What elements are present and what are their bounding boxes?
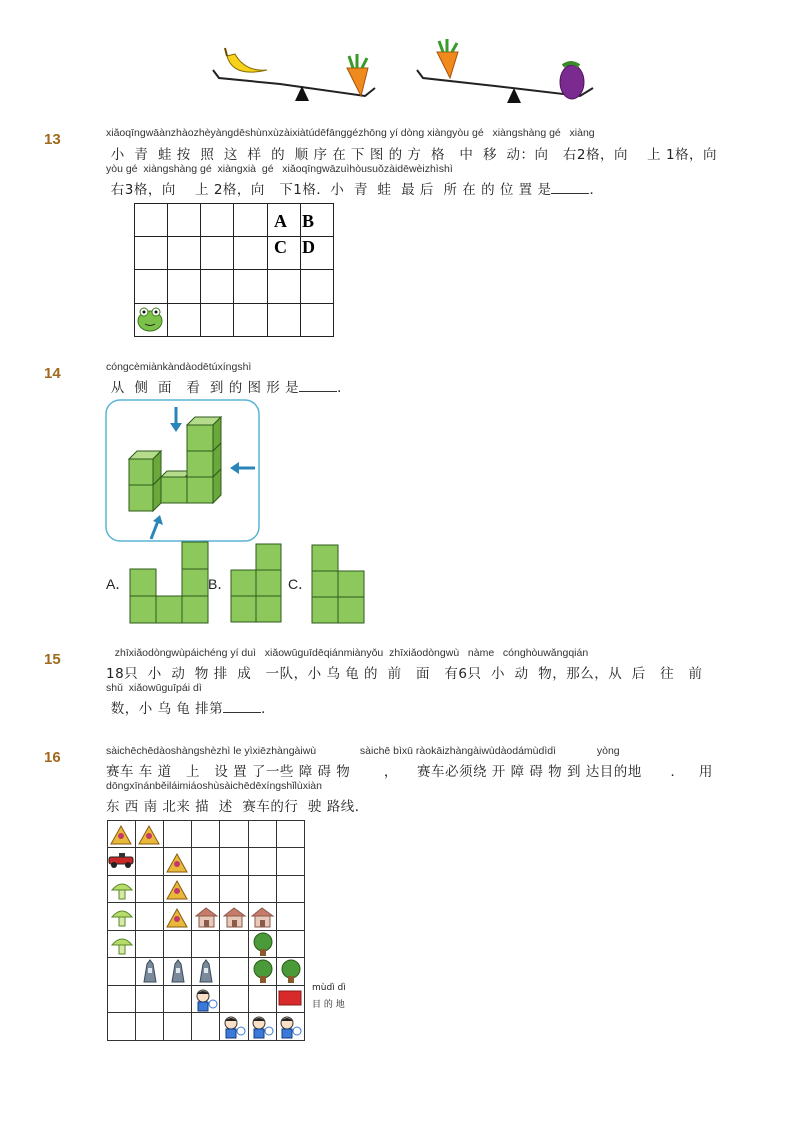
mushroom-icon [112,911,132,926]
house-icon [252,908,273,927]
pinyin-line: shǔ xiǎowūguīpái dì [106,682,202,694]
child-icon [197,990,217,1011]
child-icon [225,1017,245,1038]
question-text: 从 侧 面 看 到 的 图 形 是 ． [106,380,352,396]
pinyin-line: cóngcèmiànkàndàodētúxíngshì [106,361,252,373]
tower-icon [144,960,156,982]
child-icon [281,1017,301,1038]
tree-icon [254,960,272,983]
tower-icon [172,960,184,982]
question-number: 15 [44,651,61,668]
cube-figure [105,399,261,543]
answer-blank[interactable] [223,700,261,713]
seesaw-illustration [205,38,615,110]
frog-icon [138,308,162,331]
option-b-figure[interactable] [230,543,282,623]
child-icon [253,1017,273,1038]
question-number: 13 [44,131,61,148]
grid-label-d: D [302,237,315,257]
pinyin-line: dōngxīnánběiláimiáoshùsàichēdēxíngshǐlùxiàn [106,780,322,792]
haystack-icon [111,826,131,844]
destination-pinyin: mùdì dì [312,983,346,993]
answer-blank[interactable] [299,379,337,392]
race-car-icon [109,853,133,868]
mushroom-icon [112,939,132,954]
question-text: 东 西 南 北来 描 述 赛车的行 驶 路线． [106,799,369,815]
question-text: 18只 小 动 物 排 成 一队，小 乌 龟 的 前 面 有6只 小 动 物，那么，从 后 往 前 [106,666,703,682]
pinyin-line: sàichēchēdàoshàngshèzhì le yìxiēzhàngàiwù sàichē bìxū ràokāizhàngàiwùdàodámùdìdì yòng [106,745,620,757]
question-text: 数，小 乌 龟 排第 ． [106,701,276,717]
grid-label-c: C [274,237,287,257]
race-track-grid [107,820,307,1042]
mushroom-icon [112,884,132,899]
house-icon [196,908,217,927]
option-a-label[interactable]: A． [106,576,130,592]
haystack-icon [167,881,187,899]
pinyin-line: yòu gé xiàngshàng gé xiàngxià gé xiǎoqīngwāzuìhòusuǒzàidēwèizhìshì [106,163,453,175]
destination-label: 目 的 地 [312,1000,345,1010]
tower-icon [200,960,212,982]
house-icon [224,908,245,927]
tree-icon [254,933,272,956]
pinyin-line: xiǎoqīngwāànzhàozhèyàngdēshùnxùzàixiàtúdēfānggézhōng yí dòng xiàngyòu gé xiàngshàng gé xiàng [106,127,595,139]
eggplant-icon [560,63,584,99]
question-text: 赛车 车 道 上 设 置 了一些 障 碍 物 ， 赛车必须绕 开 障 碍 物 到 达目的地 ． 用 [106,764,713,780]
option-a-figure[interactable] [129,541,209,625]
carrot-icon [437,39,458,78]
question-number: 14 [44,365,61,382]
pinyin-line: zhīxiǎodòngwùpáichéng yí duì xiǎowūguīdēqiánmiànyǒu zhīxiǎodòngwù nàme cónghòuwǎngqián [106,647,589,659]
grid-label-b: B [302,211,315,231]
question-number: 16 [44,749,61,766]
carrot-icon [347,54,368,96]
answer-blank[interactable] [551,181,589,194]
tree-icon [282,960,300,983]
option-c-label[interactable]: C． [288,576,313,592]
option-b-label[interactable]: B． [208,576,232,592]
question-text: 右3格，向 上 2格，向 下1格．小 青 蛙 最 后 所 在 的 位 置 是 ． [106,182,604,198]
question-text: 小 青 蛙 按 照 这 样 的 顺 序 在 下 图 的 方 格 中 移 动：向 右2格，向 上 1格，向 [106,147,718,163]
movement-grid [134,203,336,339]
seesaw-right [417,39,593,103]
haystack-icon [167,909,187,927]
seesaw-left [213,48,375,101]
red-flag-icon [279,991,301,1005]
grid-label-a: A [274,211,287,231]
option-c-figure[interactable] [311,544,365,624]
haystack-icon [139,826,159,844]
banana-icon [225,48,267,72]
haystack-icon [167,854,187,872]
